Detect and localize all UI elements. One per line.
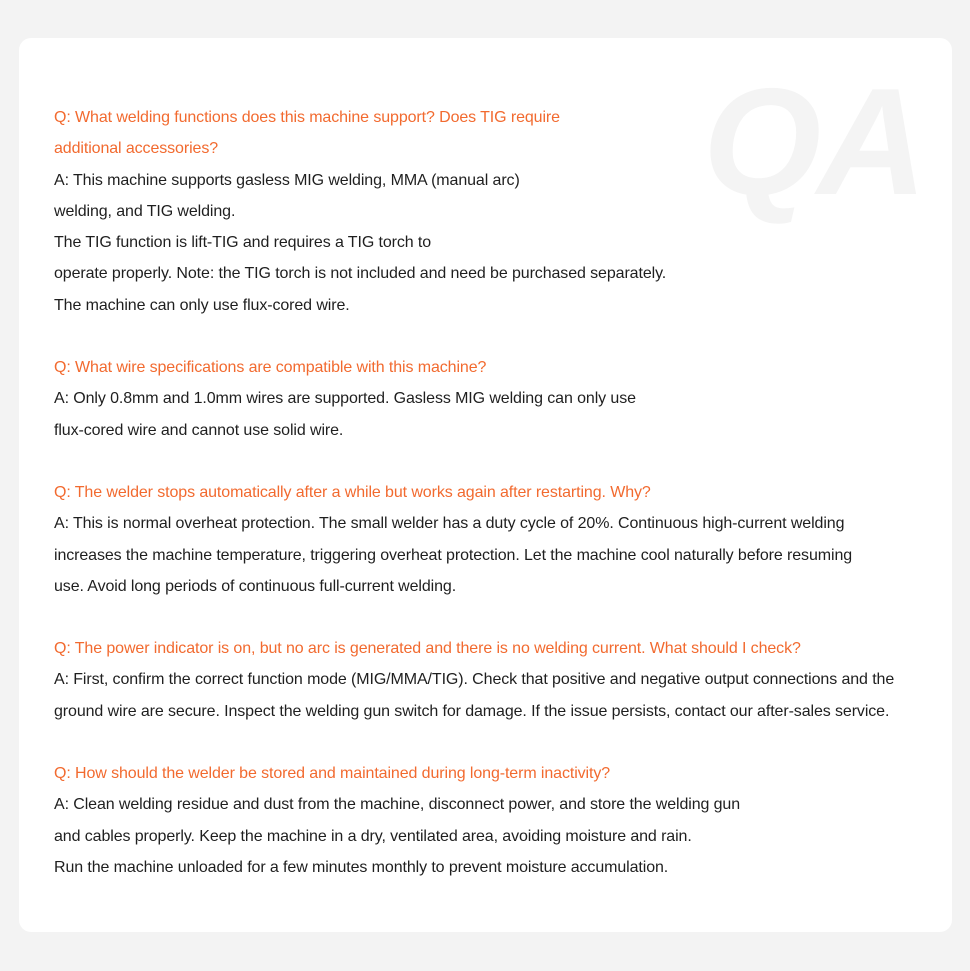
answer-line: A: Only 0.8mm and 1.0mm wires are supported. Gasless MIG welding can only use [54,390,636,408]
answer-line: Run the machine unloaded for a few minutes monthly to prevent moisture accumulation. [54,858,669,876]
question-line: additional accessories? [54,140,219,158]
faq-item-no-arc [54,633,944,727]
answer-line: ground wire are secure. Inspect the welding gun switch for damage. If the issue persists, contact our after-sales service. [54,702,890,720]
question-line: Q: The welder stops automatically after a while but works again after restarting. Why? [54,483,651,501]
answer-line: A: First, confirm the correct function mode (MIG/MMA/TIG). Check that positive and negative output connections and the [54,671,895,689]
answer-line: A: Clean welding residue and dust from the machine, disconnect power, and store the welding gun [54,796,741,814]
faq-item-storage [54,758,944,883]
question-line: Q: How should the welder be stored and maintained during long-term inactivity? [54,765,611,783]
answer-line: flux-cored wire and cannot use solid wire. [54,421,344,439]
faq-card [19,38,952,932]
answer-line: A: This is normal overheat protection. The small welder has a duty cycle of 20%. Continuous high-current welding [54,515,845,533]
answer-line: operate properly. Note: the TIG torch is not included and need be purchased separately. [54,265,667,283]
answer-line: A: This machine supports gasless MIG welding, MMA (manual arc) [54,171,520,189]
faq-item-overheat [54,477,944,602]
qa-watermark: QA [703,57,923,227]
faq-list [54,102,944,914]
answer-line: welding, and TIG welding. [54,202,236,220]
faq-item-wire-specs [54,352,944,446]
question-line: Q: What wire specifications are compatible with this machine? [54,359,487,377]
answer-line: The TIG function is lift-TIG and requires a TIG torch to [54,234,432,252]
question-line: Q: What welding functions does this machine support? Does TIG require [54,109,560,126]
question-line: Q: The power indicator is on, but no arc is generated and there is no welding current. What should I check? [54,640,801,658]
faq-item-functions [54,102,944,321]
answer-line: increases the machine temperature, triggering overheat protection. Let the machine cool naturally before resuming [54,546,853,564]
answer-line: The machine can only use flux-cored wire. [54,296,350,314]
answer-line: use. Avoid long periods of continuous full-current welding. [54,577,457,595]
answer-line: and cables properly. Keep the machine in a dry, ventilated area, avoiding moisture and rain. [54,827,692,845]
